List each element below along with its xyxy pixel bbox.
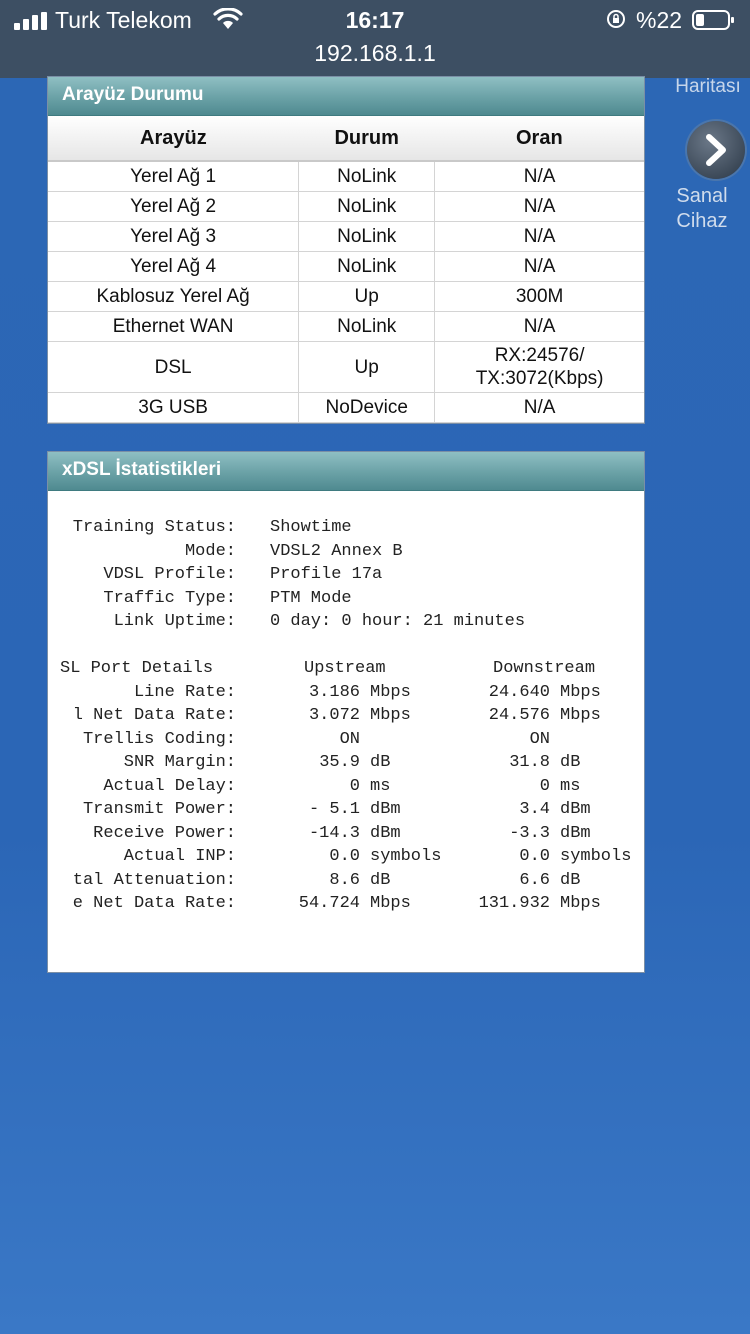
- downstream-unit: dBm: [560, 800, 591, 819]
- address-bar-url[interactable]: 192.168.1.1: [314, 40, 436, 66]
- downstream-value: 0.0: [519, 847, 550, 866]
- stat-label: Transmit Power:: [82, 800, 236, 819]
- stat-label: Receive Power:: [93, 823, 236, 843]
- table-row: [48, 342, 644, 393]
- upstream-unit: Mbps: [370, 894, 411, 913]
- downstream-unit: symbols: [560, 847, 632, 866]
- stat-label: Actual Delay:: [103, 776, 236, 796]
- rate-cell: N/A: [435, 393, 644, 423]
- stat-label: Actual INP:: [123, 847, 236, 866]
- status-cell: NoDevice: [299, 393, 435, 423]
- upstream-unit: ms: [370, 776, 391, 796]
- rate-rx-line: RX:24576/: [494, 345, 585, 366]
- xdsl-statistics-title: xDSL İstatistikleri: [48, 452, 644, 491]
- downstream-value: 6.6: [519, 870, 550, 890]
- status-cell: NoLink: [299, 312, 435, 342]
- rotation-lock-icon: [606, 9, 626, 29]
- xdsl-statistics-panel: [47, 451, 645, 973]
- status-cell: NoLink: [299, 252, 435, 282]
- rate-cell: N/A: [435, 222, 644, 252]
- column-header-interface: Arayüz: [48, 116, 299, 161]
- upstream-value: -14.3: [308, 823, 360, 843]
- downstream-value: 3.4: [519, 800, 550, 819]
- clock: 16:17: [345, 7, 405, 33]
- interface-cell: DSL: [48, 342, 299, 393]
- stat-label: Training Status:: [72, 518, 236, 537]
- status-cell: NoLink: [299, 222, 435, 252]
- side-nav-map-label[interactable]: Haritası: [675, 76, 741, 97]
- status-cell: NoLink: [299, 192, 435, 222]
- upstream-value: 35.9: [319, 753, 360, 772]
- stat-label: Trellis Coding:: [82, 729, 236, 749]
- interface-status-table: [48, 116, 644, 423]
- stat-value: 0 day: 0 hour: 21 minutes: [270, 612, 526, 631]
- upstream-unit: dB: [370, 753, 391, 772]
- interface-cell: Yerel Ağ 1: [48, 161, 299, 192]
- table-row: [48, 161, 644, 192]
- stat-label: l Net Data Rate:: [72, 706, 236, 725]
- column-header-rate: Oran: [435, 116, 644, 161]
- table-row: [48, 252, 644, 282]
- upstream-value: 3.186: [308, 682, 360, 702]
- rate-cell: N/A: [435, 192, 644, 222]
- stat-value: Profile 17a: [270, 565, 383, 584]
- downstream-value: 31.8: [509, 753, 550, 772]
- downstream-unit: dBm: [560, 823, 591, 843]
- downstream-value: ON: [529, 729, 550, 749]
- downstream-value: -3.3: [509, 823, 550, 843]
- downstream-unit: Mbps: [560, 706, 601, 725]
- downstream-value: 24.640: [488, 682, 550, 702]
- stat-label: Traffic Type:: [103, 588, 236, 608]
- status-cell: NoLink: [299, 161, 435, 192]
- rate-cell: 300M: [435, 282, 644, 312]
- table-row: [48, 312, 644, 342]
- chevron-right-icon: [701, 133, 731, 167]
- side-nav-virtual-device-button[interactable]: [687, 121, 745, 179]
- table-row: [48, 282, 644, 312]
- stat-value: Showtime: [270, 518, 352, 537]
- stat-value: VDSL2 Annex B: [270, 541, 403, 561]
- browser-status-bar: [0, 0, 750, 78]
- battery-icon: [692, 10, 734, 30]
- interface-status-panel: [47, 76, 645, 424]
- column-header-status: Durum: [299, 116, 435, 161]
- upstream-unit: dBm: [370, 800, 401, 819]
- stat-label: tal Attenuation:: [72, 870, 236, 890]
- downstream-header: Downstream: [493, 659, 596, 678]
- stat-value: PTM Mode: [270, 588, 352, 608]
- downstream-value: 0: [539, 776, 550, 796]
- stat-label: Link Uptime:: [113, 612, 236, 631]
- xdsl-statistics-text: [48, 491, 644, 971]
- table-row: [48, 393, 644, 423]
- upstream-value: 0: [349, 776, 360, 796]
- upstream-header: Upstream: [304, 659, 386, 678]
- interface-cell: Kablosuz Yerel Ağ: [48, 282, 299, 312]
- stat-label: VDSL Profile:: [103, 565, 236, 584]
- interface-cell: Yerel Ağ 4: [48, 252, 299, 282]
- upstream-value: 0.0: [329, 847, 360, 866]
- table-header-row: [48, 116, 644, 161]
- upstream-value: ON: [339, 729, 360, 749]
- downstream-unit: dB: [560, 870, 581, 890]
- stat-label: Mode:: [184, 541, 236, 561]
- side-nav-virtual-device-label[interactable]: Sanal Cihaz: [676, 185, 728, 232]
- status-cell: Up: [299, 282, 435, 312]
- table-row: [48, 222, 644, 252]
- interface-cell: 3G USB: [48, 393, 299, 423]
- table-row: [48, 192, 644, 222]
- status-cell: Up: [299, 342, 435, 393]
- upstream-value: 3.072: [308, 706, 360, 725]
- downstream-unit: Mbps: [560, 894, 601, 913]
- upstream-unit: symbols: [370, 847, 442, 866]
- downstream-value: 131.932: [478, 894, 550, 913]
- upstream-value: - 5.1: [308, 800, 360, 819]
- stat-label: Line Rate:: [133, 682, 236, 702]
- upstream-unit: dBm: [370, 823, 401, 843]
- upstream-unit: Mbps: [370, 682, 411, 702]
- interface-cell: Ethernet WAN: [48, 312, 299, 342]
- interface-cell: Yerel Ağ 3: [48, 222, 299, 252]
- port-details-header: SL Port Details: [60, 659, 214, 678]
- downstream-value: 24.576: [488, 706, 550, 725]
- interface-cell: Yerel Ağ 2: [48, 192, 299, 222]
- carrier-name: Turk Telekom: [55, 7, 192, 33]
- interface-status-title: Arayüz Durumu: [48, 77, 644, 116]
- battery-percentage: %22: [636, 7, 683, 33]
- rate-cell: N/A: [435, 312, 644, 342]
- upstream-value: 54.724: [298, 894, 360, 913]
- downstream-unit: Mbps: [560, 682, 601, 702]
- rate-tx-line: TX:3072(Kbps): [475, 368, 604, 389]
- rate-cell: N/A: [435, 161, 644, 192]
- stat-label: SNR Margin:: [123, 753, 236, 772]
- upstream-unit: dB: [370, 870, 391, 890]
- rate-cell: [435, 342, 644, 393]
- downstream-unit: ms: [560, 776, 581, 796]
- downstream-unit: dB: [560, 753, 581, 772]
- rate-cell: N/A: [435, 252, 644, 282]
- upstream-value: 8.6: [329, 870, 360, 890]
- upstream-unit: Mbps: [370, 706, 411, 725]
- stat-label: e Net Data Rate:: [72, 894, 236, 913]
